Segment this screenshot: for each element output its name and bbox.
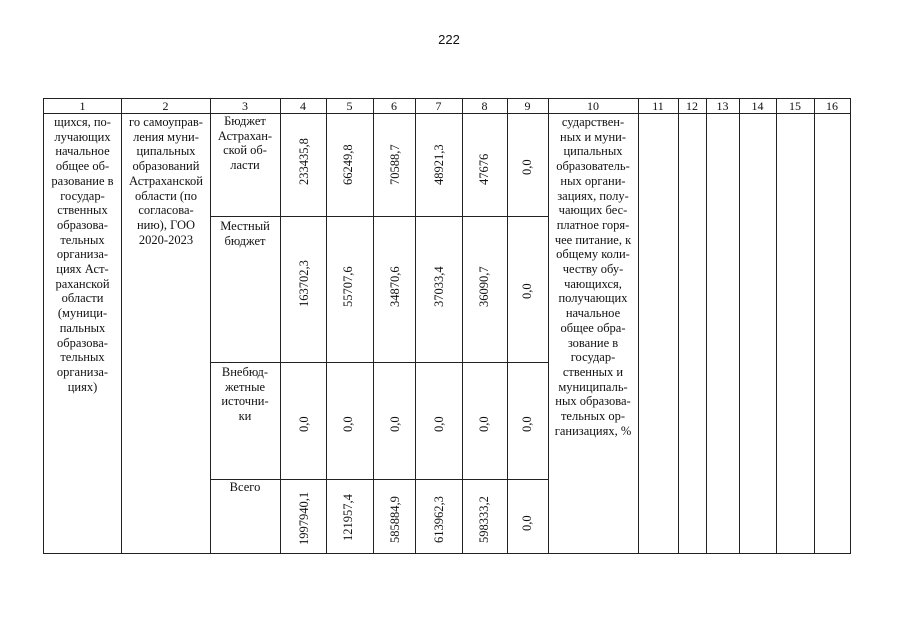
value-cell: 613962,3 [432,496,446,543]
value-cell: 0,0 [520,283,534,299]
header-divider [44,113,850,114]
grid-line [462,99,463,553]
col-header-2: 2 [162,99,169,113]
col-header-15: 15 [789,99,801,113]
value-cell: 0,0 [341,416,355,432]
value-cell: 34870,6 [388,266,402,307]
target-indicator-cell: сударствен- ных и муни- ципальных образователь- ных органи- зациях, полу- чающих бес- платное горя- чее питание, к общему коли- честву обу- чающихся, получающих начальное общее обра- зование в государ- ственных и муниципаль- ных образова- тельных ор- ганизациях, % [554,115,632,438]
grid-line [507,99,508,553]
value-cell: 121957,4 [341,494,355,541]
row-divider [210,216,548,217]
value-cell: 1997940,1 [297,491,311,545]
col-header-7: 7 [435,99,442,113]
grid-line [373,99,374,553]
grid-line [121,99,122,553]
grid-line [814,99,815,553]
grid-line [739,99,740,553]
value-cell: 0,0 [520,416,534,432]
col-header-3: 3 [242,99,248,113]
value-cell: 0,0 [520,159,534,175]
grid-line [415,99,416,553]
value-cell: 233435,8 [297,138,311,185]
value-cell: 66249,8 [341,144,355,185]
value-cell: 0,0 [388,416,402,432]
grid-line [280,99,281,553]
executor-cell: го самоуправ- ления муни- ципальных образований Астраханской области (по согласова- нию), ГОО 2020-2023 [129,115,203,247]
budget-table [43,98,851,554]
col-header-13: 13 [716,99,729,113]
source-label: Всего [229,480,261,494]
col-header-16: 16 [826,99,838,113]
grid-line [706,99,707,553]
col-header-12: 12 [686,99,698,113]
grid-line [326,99,327,553]
col-header-10: 10 [587,99,599,113]
value-cell: 163702,3 [297,260,311,307]
value-cell: 48921,3 [432,144,446,185]
col-header-8: 8 [481,99,488,113]
row-divider [210,362,548,363]
grid-line [776,99,777,553]
value-cell: 47676 [477,153,491,185]
value-cell: 70588,7 [388,144,402,185]
col-header-6: 6 [391,99,397,113]
value-cell: 585884,9 [388,496,402,543]
value-cell: 0,0 [477,416,491,432]
value-cell: 0,0 [432,416,446,432]
source-label: Бюджет Астрахан- ской об- ласти [217,114,273,173]
indicator-description-cell: щихся, по- лучающих начальное общее об- разование в государ- ственных образова- тельных организа- циях Аст- раханской области (муници- пальных образова- тельных организа- циях) [51,115,114,394]
value-cell: 55707,6 [341,266,355,307]
col-header-5: 5 [346,99,353,113]
page-number: 222 [438,32,460,47]
value-cell: 598333,2 [477,496,491,543]
col-header-9: 9 [524,99,531,113]
source-label: Внебюд- жетные источни- ки [221,365,269,424]
grid-line [638,99,639,553]
grid-line [678,99,679,553]
col-header-4: 4 [300,99,306,113]
value-cell: 0,0 [297,416,311,432]
col-header-14: 14 [751,99,764,113]
col-header-11: 11 [652,99,664,113]
value-cell: 0,0 [520,515,534,531]
value-cell: 36090,7 [477,266,491,307]
value-cell: 37033,4 [432,266,446,307]
source-label: Местный бюджет [220,219,270,248]
col-header-1: 1 [79,99,86,113]
